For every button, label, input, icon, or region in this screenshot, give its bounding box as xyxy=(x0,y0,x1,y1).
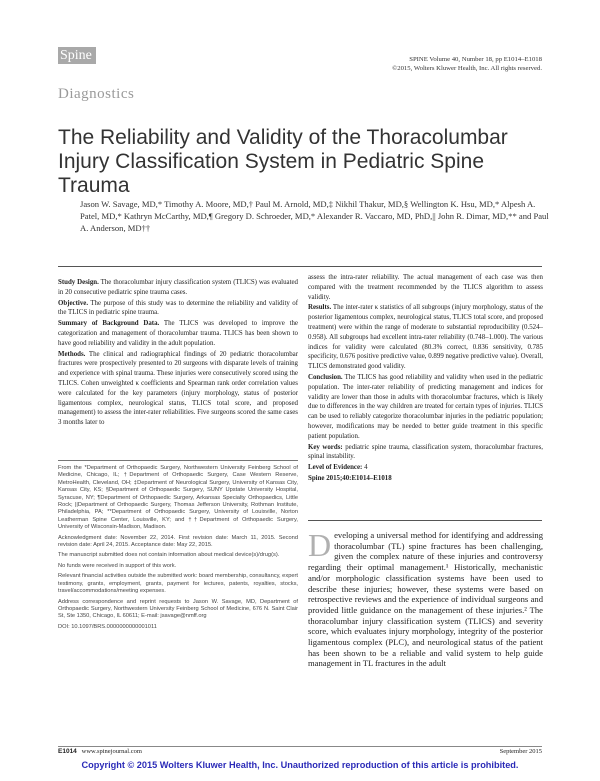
dates: Acknowledgment date: November 22, 2014. First revision date: March 11, 2015. Second revision date: April 24, 2015. Acceptance date: May 22, 2015. xyxy=(58,534,298,549)
footer-rule xyxy=(58,746,542,747)
copyright-notice: Copyright © 2015 Wolters Kluwer Health, Inc. Unauthorized reproduction of this article is prohibited. xyxy=(81,760,519,770)
article-title: The Reliability and Validity of the Thoracolumbar Injury Classification System in Pediatric Spine Trauma xyxy=(58,126,508,197)
copyright-line: ©2015, Wolters Kluwer Health, Inc. All rights reserved. xyxy=(392,65,542,72)
background-paragraph: Summary of Background Data. The TLICS was developed to improve the categorization and management of thoracolumbar trauma. TLICS has been shown to have good reliability and validity in the adult population. xyxy=(58,320,298,347)
drop-cap: D xyxy=(308,527,332,563)
abstract-top-rule xyxy=(58,266,542,267)
methods-paragraph: Methods. The clinical and radiographical findings of 20 pediatric thoracolumbar fractures were prospectively presented to 20 surgeons with disparate levels of training and experience with spinal trauma. These injuries were consecutively scored using the TLICS. Cohen unweighted κ coefficients and Spearman rank order correlation values were calculated for the key parameters (injury morphology, status of posterior ligamentous complex, neurological status, TLICS total score, and proposed management) to assess the inter-rater reliabilities. Five surgeons scored the same cases 3 months later to xyxy=(58,350,299,427)
study-design-paragraph: Study Design. The thoracolumbar injury classification system (TLICS) was evaluated in 20 consecutive pediatric spine trauma cases. xyxy=(58,279,298,296)
footnotes xyxy=(58,465,298,634)
citation-block xyxy=(392,55,542,73)
page-number: E1014 xyxy=(58,748,77,755)
abstract-left-column xyxy=(58,278,298,429)
methods-continued: assess the intra-rater reliability. The actual management of each case was then compared with the treatment recommended by the TLICS algorithm to assess validity. xyxy=(308,274,543,301)
financial-disclosure: Relevant financial activities outside the submitted work: board membership, consultancy, expert testimony, grants, employment, grants, payment for lectures, patents, royalties, stocks, travel/accommodations/meeting expenses. xyxy=(58,573,298,595)
issue-date: September 2015 xyxy=(499,748,542,755)
introduction-text xyxy=(308,527,543,669)
footnote-rule xyxy=(58,460,298,461)
intro-body: eveloping a universal method for identifying and addressing thoracolumbar (TL) spine fractures has been challenging, given the complex nature of these injuries and controversy regarding their optimal management.¹ Historically, mechanistic and/or morphologic classification systems have been used to describe these injuries; however, these systems were based on retrospective reviews and the experience of individual surgeons and provided little guidance on the management of these injuries.² The thoracolumbar injury classification system (TLICS) and severity score, which evaluates injury morphology, integrity of the posterior ligamentous complex (PLC), and neurological status of the patient has been shown to be a reliable and valid system to help guide management in TL fractures in the adult xyxy=(308,530,543,669)
correspondence: Address correspondence and reprint requests to Jason W. Savage, MD, Department of Orthopaedic Surgery, Northwestern University Feinberg School of Medicine, 676 N. Saint Clair St, Ste 1350, Chicago, IL 60611; E-mail: jsavage@nmff.org xyxy=(58,598,298,620)
conclusion-paragraph: Conclusion. The TLICS has good reliability and validity when used in the pediatric population. The inter-rater reliability of predicting management and indices for validity are lower than those in adults with thoracolumbar fractures, which is likely due to differences in the way children are treated for certain types of injuries. TLICS can be used to reliably categorize thoracolumbar injuries in the pediatric population; however, modifications may be needed to better guide treatment in this specific patient population. xyxy=(308,373,543,440)
citation-paragraph: Spine 2015;40:E1014–E1018 xyxy=(308,474,392,482)
funding-statement: No funds were received in support of this work. xyxy=(58,562,177,569)
device-statement: The manuscript submitted does not contain information about medical device(s)/drug(s). xyxy=(58,552,280,559)
abstract-right-column xyxy=(308,273,543,485)
section-label xyxy=(58,86,134,103)
journal-site: www.spinejournal.com xyxy=(81,748,142,755)
evidence-paragraph: Level of Evidence: 4 xyxy=(308,464,368,472)
keywords-paragraph: Key words: pediatric spine trauma, classification system, thoracolumbar fractures, spinal instability. xyxy=(308,443,543,461)
objective-paragraph: Objective. The purpose of this study was to determine the reliability and validity of the TLICS in pediatric spine trauma. xyxy=(58,299,298,317)
abstract-bottom-rule xyxy=(308,520,542,521)
author-list: Jason W. Savage, MD,* Timothy A. Moore, MD,† Paul M. Arnold, MD,‡ Nikhil Thakur, MD,§ Wellington K. Hsu, MD,* Alpesh A. Patel, MD,* Kathryn McCarthy, MD,¶ Gregory D. Schroeder, MD,* Alexander R. Vaccaro, MD, PhD,|| John R. Dimar, MD,** and Paul A. Anderson, MD†† xyxy=(80,199,549,233)
doi: DOI: 10.1097/BRS.0000000000001011 xyxy=(58,623,157,630)
results-paragraph: Results. The inter-rater κ statistics of all subgroups (injury morphology, status of the posterior ligamentous complex, neurological status, TLICS total score, and proposed treatment) were within the range of moderate to substantial reproducibility (0.524–0.958). All subgroups had excellent intra-rater reliability (0.748–1.000). The various indices for validity were calculated (80.3% correct, 0.836 sensitivity, 0.785 specificity, 0.676 positive predictive value, 0.899 negative predictive value). Overall, TLICS demonstrated good validity. xyxy=(308,304,543,371)
footer-left xyxy=(58,748,142,755)
journal-logo: Spine xyxy=(58,47,96,64)
section-text: Diagnostics xyxy=(58,86,135,102)
affiliations: From the *Department of Orthopaedic Surgery, Northwestern University Feinberg School of Medicine, Chicago, IL; †Department of Orthopaedic Surgery, Case Western Reserve, MetroHealth, Cleveland, OH; ‡Department of Neurological Surgery, University of Kansas City, Kansas City, KS; §Department of Orthopaedic Surgery, SUNY Upstate University Hospital, Syracuse, NY; ¶Department of Orthopaedic Surgery, Arkansas Specialty Orthopaedics, Little Rock; ||Department of Orthopaedic Surgery, Thomas Jefferson University, Rothman Institute, Philadelphia, PA; **Department of Orthopaedic Surgery, University of Louisville, Norton Leatherman Spine Center, Louisville, KY; and ††Department of Orthopaedic Surgery, University of Wisconsin-Madison, Madison. xyxy=(58,465,298,531)
citation-line: SPINE Volume 40, Number 18, pp E1014–E1018 xyxy=(409,56,542,63)
